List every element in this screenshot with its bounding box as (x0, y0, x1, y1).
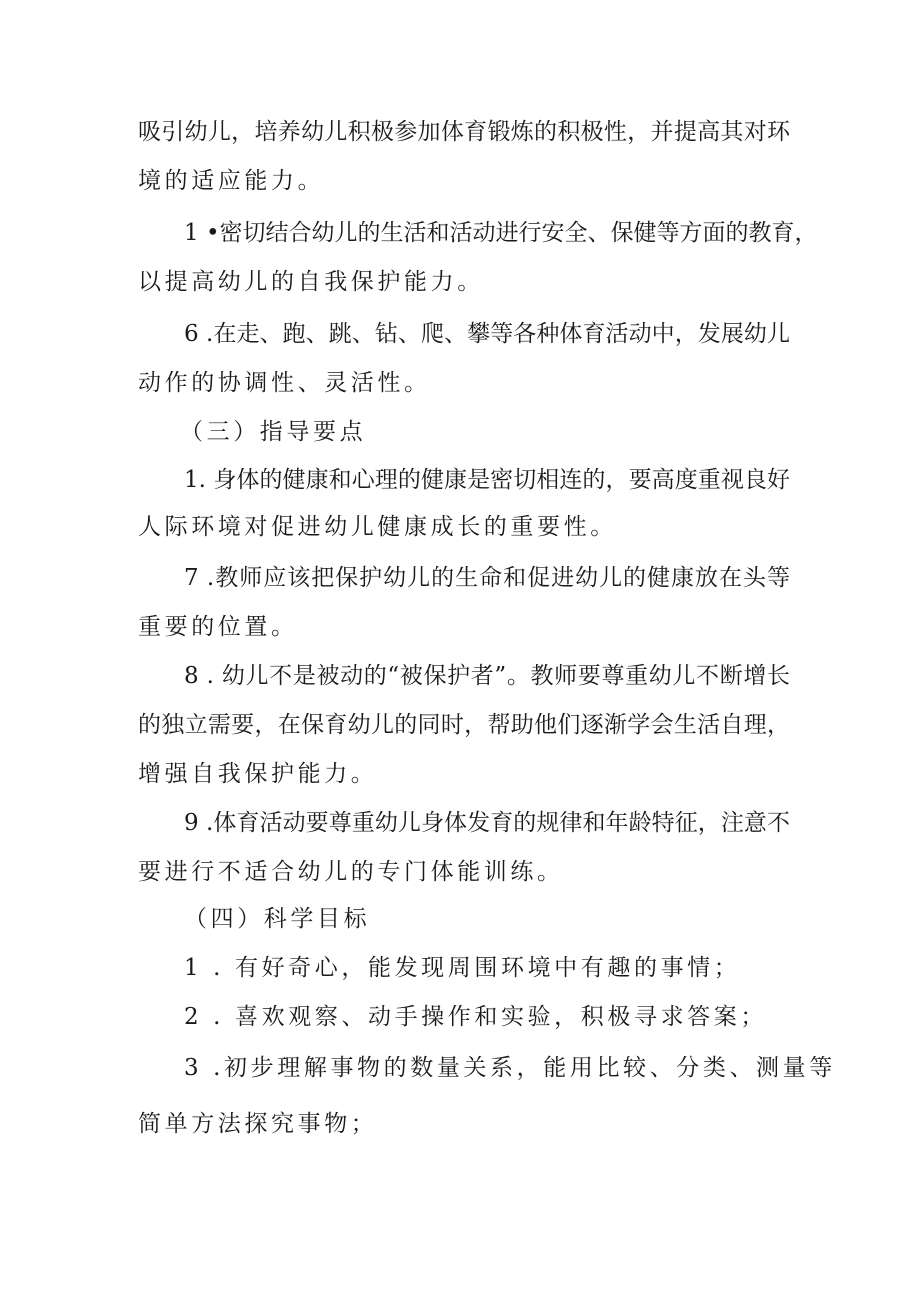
paragraph-line: 吸引幼儿，培养幼儿积极参加体育锻炼的积极性，并提高其对环 (138, 119, 790, 145)
list-item-line: 6 .在走、跑、跳、钻、爬、攀等各种体育活动中，发展幼儿 (184, 321, 790, 347)
list-item-line: 以提高幼儿的自我保护能力。 (138, 269, 484, 295)
list-item-line: 的独立需要，在保育幼儿的同时，帮助他们逐渐学会生活自理， (138, 712, 790, 738)
section-heading: （四）科学目标 (184, 906, 371, 932)
list-item-line: 增强自我保护能力。 (138, 761, 378, 787)
section-heading: （三）指导要点 (180, 419, 367, 445)
list-item-line: 人际环境对促进幼儿健康成长的重要性。 (138, 514, 617, 540)
list-item-line: 3 .初步理解事物的数量关系，能用比较、分类、测量等 (184, 1055, 836, 1081)
list-item-line: 重要的位置。 (138, 614, 298, 640)
list-item-line: 8 . 幼儿不是被动的“被保护者”。教师要尊重幼儿不断增长 (184, 663, 790, 689)
list-item-line: 要进行不适合幼儿的专门体能训练。 (138, 859, 564, 885)
list-item-line: 1 •密切结合幼儿的生活和活动进行安全、保健等方面的教育， (184, 220, 818, 246)
list-item-line: 2 . 喜欢观察、动手操作和实验，积极寻求答案； (184, 1004, 767, 1030)
list-item-line: 简单方法探究事物； (138, 1111, 378, 1137)
list-item-line: 1. 身体的健康和心理的健康是密切相连的，要高度重视良好 (184, 467, 790, 493)
list-item-line: 1 . 有好奇心，能发现周围环境中有趣的事情； (184, 955, 741, 981)
list-item-line: 7 .教师应该把保护幼儿的生命和促进幼儿的健康放在头等 (184, 565, 790, 591)
list-item-line: 9 .体育活动要尊重幼儿身体发育的规律和年龄特征，注意不 (184, 810, 790, 836)
list-item-line: 动作的协调性、灵活性。 (138, 370, 431, 396)
paragraph-line: 境的适应能力。 (138, 168, 325, 194)
